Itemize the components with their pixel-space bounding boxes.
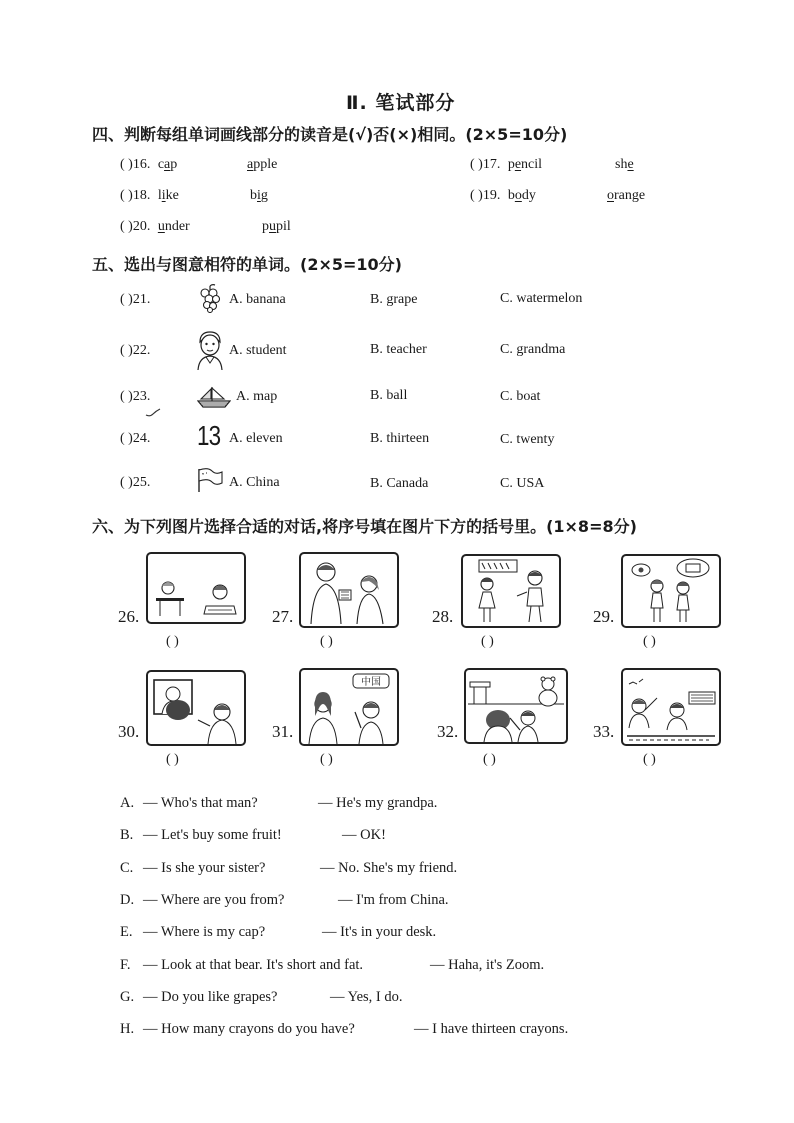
dialogue-question: — Do you like grapes? (143, 989, 278, 1005)
answer-blank[interactable]: ( ) (166, 634, 179, 649)
kids-at-desks-scene (148, 554, 244, 622)
picture-28 (461, 554, 561, 628)
list-item: ( )18. like (120, 188, 179, 203)
thought-bubble-scene (623, 556, 719, 626)
option-b: B. thirteen (370, 431, 430, 446)
grape-icon (196, 283, 224, 313)
dialogue-label: E. (120, 924, 133, 940)
dialogue-question: — Look at that bear. It's short and fat. (143, 957, 364, 973)
picture-number: 27. (272, 607, 294, 626)
section-4-heading: 四、判断每组单词画线部分的读音是(√)否(×)相同。(2×5=10分) (92, 125, 568, 144)
dialogue-label: B. (120, 827, 134, 843)
list-item: ( )23. (120, 389, 151, 404)
answer-blank[interactable]: ( ) (320, 634, 333, 649)
picture-number: 31. (272, 722, 294, 741)
word-2: pupil (262, 219, 291, 234)
portrait-scene (148, 672, 244, 744)
answer-blank[interactable]: ( ) (120, 219, 133, 234)
picture-number: 32. (437, 722, 459, 741)
answer-blank[interactable]: ( ) (120, 389, 133, 404)
answer-blank[interactable]: ( ) (643, 634, 656, 649)
answer-blank[interactable]: ( ) (120, 292, 133, 307)
picture-32 (464, 668, 568, 744)
classroom-desk-scene (623, 670, 719, 744)
dialogue-question: — Who's that man? (143, 795, 258, 811)
picture-26 (146, 552, 246, 624)
dialogue-answer: — It's in your desk. (322, 924, 437, 940)
picture-number: 29. (593, 607, 615, 626)
answer-blank[interactable]: ( ) (120, 157, 133, 172)
dialogue-question: — Let's buy some fruit! (143, 827, 282, 843)
picture-27 (299, 552, 399, 628)
word-2: big (250, 188, 268, 203)
check-mark-scribble (145, 406, 161, 418)
option-c: C. twenty (500, 432, 555, 447)
flag-icon (196, 467, 224, 493)
list-item: ( )20. under (120, 219, 190, 234)
picture-30 (146, 670, 246, 746)
word-2: orange (607, 188, 646, 203)
picture-number: 28. (432, 607, 454, 626)
dialogue-answer: — I'm from China. (338, 892, 449, 908)
boat-icon (197, 386, 231, 408)
word-1: body (507, 188, 536, 203)
section-6-heading: 六、为下列图片选择合适的对话,将序号填在图片下方的括号里。(1×8=8分) (92, 517, 637, 536)
picture-31 (299, 668, 399, 746)
dialogue-question: — Where is my cap? (143, 924, 266, 940)
picture-29 (621, 554, 721, 628)
option-b: B. Canada (370, 476, 429, 491)
option-a: A. banana (229, 292, 286, 307)
option-a: A. map (236, 389, 278, 404)
answer-blank[interactable]: ( ) (320, 752, 333, 767)
picture-number: 33. (593, 722, 615, 741)
dialogue-answer: — Haha, it's Zoom. (430, 957, 545, 973)
option-c: C. boat (500, 389, 541, 404)
list-item: ( )22. (120, 343, 151, 358)
picture-33 (621, 668, 721, 746)
answer-blank[interactable]: ( ) (120, 431, 133, 446)
dialogue-question: — Is she your sister? (143, 860, 266, 876)
list-item: ( )21. (120, 292, 151, 307)
dialogue-answer: — Yes, I do. (330, 989, 403, 1005)
answer-blank[interactable]: ( ) (470, 188, 483, 203)
option-b: B. ball (370, 388, 408, 403)
option-a: A. eleven (229, 431, 283, 446)
dialogue-label: G. (120, 989, 135, 1005)
option-b: B. teacher (370, 342, 427, 357)
word-1: pencil (507, 157, 543, 172)
dialogue-label: D. (120, 892, 135, 908)
answer-blank[interactable]: ( ) (166, 752, 179, 767)
answer-blank[interactable]: ( ) (483, 752, 496, 767)
dialogue-answer: — No. She's my friend. (320, 860, 458, 876)
china-sign-text: 中国 (361, 677, 381, 688)
word-1: cap (157, 157, 178, 172)
option-a: A. student (229, 343, 287, 358)
man-and-girl-scene (301, 554, 397, 626)
list-item: ( )16. cap (120, 157, 178, 172)
option-c: C. watermelon (500, 291, 583, 306)
dialogue-label: F. (120, 957, 131, 973)
fruit-shop-scene (463, 556, 559, 626)
list-item: ( )17. pencil (470, 157, 543, 172)
dialogue-answer: — I have thirteen crayons. (414, 1021, 569, 1037)
answer-blank[interactable]: ( ) (643, 752, 656, 767)
picture-number: 30. (118, 722, 140, 741)
word-2: apple (247, 157, 278, 172)
option-a: A. China (229, 475, 280, 490)
list-item: ( )19. body (470, 188, 536, 203)
answer-blank[interactable]: ( ) (481, 634, 494, 649)
dialogue-question: — Where are you from? (143, 892, 285, 908)
page-title: Ⅱ. 笔试部分 (346, 92, 456, 114)
dialogue-label: C. (120, 860, 134, 876)
section-5-heading: 五、选出与图意相符的单词。(2×5=10分) (92, 255, 402, 274)
list-item: ( )25. (120, 475, 151, 490)
option-c: C. grandma (500, 342, 566, 357)
student-icon (194, 330, 226, 370)
word-1: like (157, 188, 179, 203)
china-sign-scene (301, 670, 397, 744)
zoo-bear-scene (466, 670, 566, 742)
dialogue-label: A. (120, 795, 135, 811)
number-13-picture: 13 (197, 420, 221, 451)
answer-blank[interactable]: ( ) (120, 475, 133, 490)
word-1: under (157, 219, 190, 234)
answer-blank[interactable]: ( ) (120, 343, 133, 358)
picture-number: 26. (118, 607, 140, 626)
word-2: she (615, 157, 634, 172)
dialogue-label: H. (120, 1021, 135, 1037)
option-b: B. grape (370, 292, 418, 307)
option-c: C. USA (500, 476, 545, 491)
answer-blank[interactable]: ( ) (470, 157, 483, 172)
list-item: ( )24. (120, 431, 151, 446)
dialogue-answer: — OK! (342, 827, 386, 843)
dialogue-answer: — He's my grandpa. (318, 795, 438, 811)
answer-blank[interactable]: ( ) (120, 188, 133, 203)
dialogue-question: — How many crayons do you have? (143, 1021, 355, 1037)
